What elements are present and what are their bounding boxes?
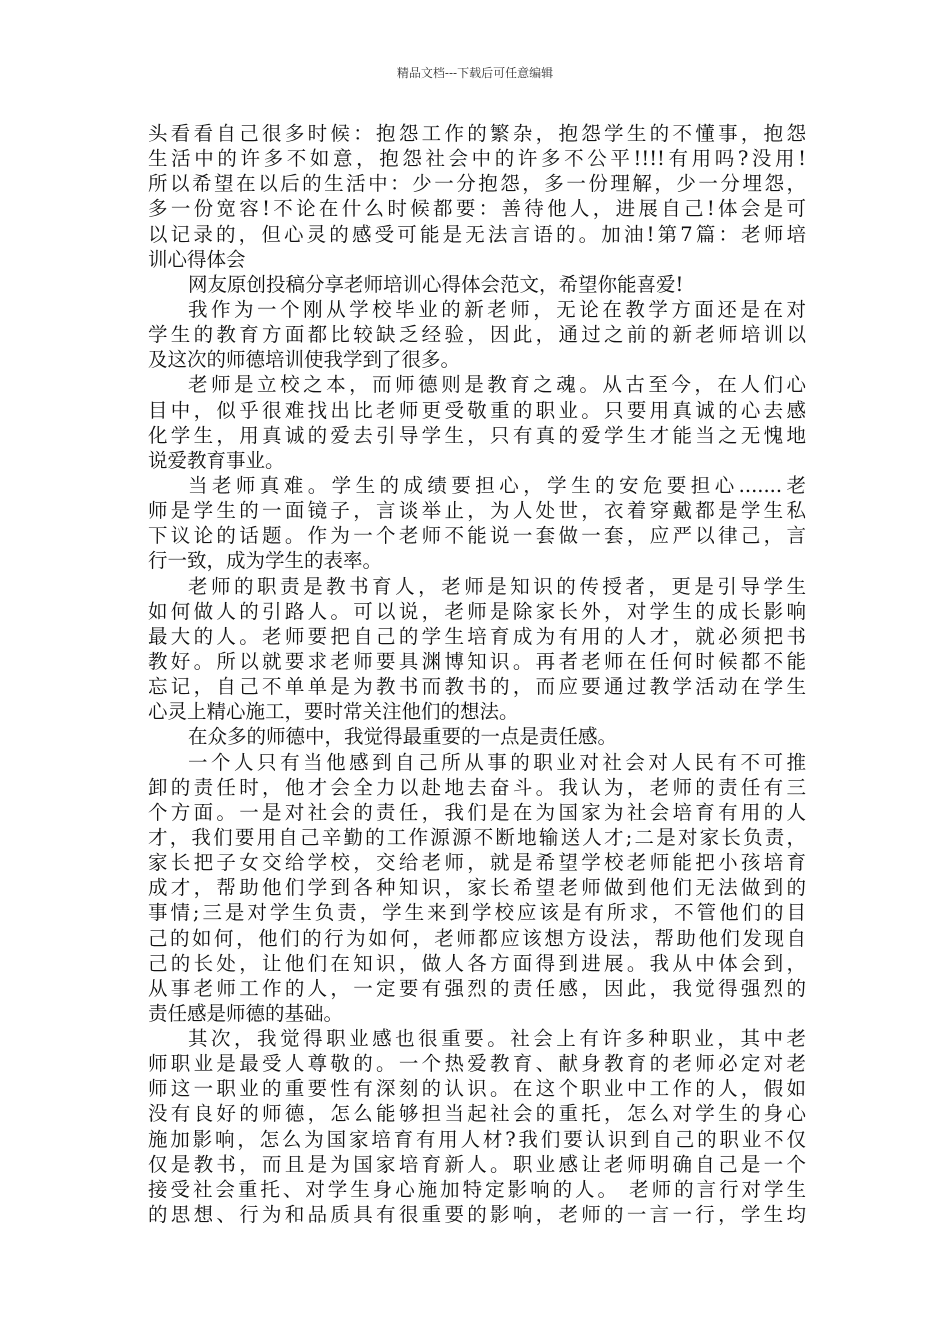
page-header: 精品文档---下载后可任意编辑 bbox=[396, 66, 554, 80]
text-line: 成才，帮助他们学到各种知识，家长希望老师做到他们无法做到的 bbox=[148, 876, 806, 900]
text-line: 的思想、行为和品质具有很重要的影响，老师的一言一行，学生均 bbox=[148, 1203, 806, 1227]
text-line: 在众多的师德中，我觉得最重要的一点是责任感。 bbox=[188, 725, 618, 749]
text-line: 仅是教书，而且是为国家培育新人。职业感让老师明确自己是一个 bbox=[148, 1152, 806, 1176]
text-line: 及这次的师德培训使我学到了很多。 bbox=[148, 348, 461, 372]
text-line: 目中，似乎很难找出比老师更受敬重的职业。只要用真诚的心去感 bbox=[148, 398, 806, 422]
text-line: 忘记，自己不单单是为教书而教书的，而应要通过教学活动在学生 bbox=[148, 675, 806, 699]
text-line: 师职业是最受人尊敬的。一个热爱教育、献身教育的老师必定对老 bbox=[148, 1052, 806, 1076]
text-line: 行一致，成为学生的表率。 bbox=[148, 549, 383, 573]
text-line: 当老师真难。学生的成绩要担心，学生的安危要担心.......老 bbox=[188, 473, 806, 497]
text-line: 从事老师工作的人，一定要有强烈的责任感，因此，我觉得强烈的 bbox=[148, 976, 806, 1000]
text-line: 己的如何，他们的行为如何，老师都应该想方设法，帮助他们发现自 bbox=[148, 926, 806, 950]
text-line: 头看看自己很多时候：抱怨工作的繁杂，抱怨学生的不懂事，抱怨 bbox=[148, 122, 806, 145]
text-line: 教好。所以就要求老师要具渊博知识。再者老师在任何时候都不能 bbox=[148, 649, 806, 673]
text-line: 如何做人的引路人。可以说，老师是除家长外，对学生的成长影响 bbox=[148, 599, 806, 623]
document-body bbox=[148, 121, 806, 1227]
text-line: 化学生，用真诚的爱去引导学生，只有真的爱学生才能当之无愧地 bbox=[148, 423, 806, 447]
text-line: 以记录的，但心灵的感受可能是无法言语的。加油!第7篇：老师培 bbox=[148, 222, 806, 246]
text-line: 其次，我觉得职业感也很重要。社会上有许多种职业，其中老 bbox=[188, 1027, 806, 1051]
text-line: 多一份宽容!不论在什么时候都要：善待他人，进展自己!体会是可 bbox=[148, 197, 806, 221]
text-line: 训心得体会 bbox=[148, 247, 246, 271]
text-line: 接受社会重托、对学生身心施加特定影响的人。 老师的言行对学生 bbox=[148, 1177, 806, 1201]
text-line: 学生的教育方面都比较缺乏经验，因此，通过之前的新老师培训以 bbox=[148, 323, 806, 347]
text-line: 个方面。一是对社会的责任，我们是在为国家为社会培育有用的人 bbox=[148, 800, 806, 824]
text-line: 网友原创投稿分享老师培训心得体会范文，希望你能喜爱! bbox=[188, 272, 684, 296]
text-line: 师这一职业的重要性有深刻的认识。在这个职业中工作的人，假如 bbox=[148, 1077, 806, 1101]
text-line: 我作为一个刚从学校毕业的新老师，无论在教学方面还是在对 bbox=[188, 297, 806, 321]
text-line: 老师的职责是教书育人，老师是知识的传授者，更是引导学生 bbox=[188, 574, 806, 598]
text-line: 老师是立校之本，而师德则是教育之魂。从古至今，在人们心 bbox=[188, 373, 806, 397]
text-line: 责任感是师德的基础。 bbox=[148, 1001, 344, 1025]
text-line: 施加影响，怎么为国家培育有用人材?我们要认识到自己的职业不仅 bbox=[148, 1127, 806, 1151]
text-line: 才，我们要用自己辛勤的工作源源不断地输送人才;二是对家长负责， bbox=[148, 825, 806, 849]
text-line: 心灵上精心施工，要时常关注他们的想法。 bbox=[148, 700, 519, 724]
text-line: 没有良好的师德，怎么能够担当起社会的重托，怎么对学生的身心 bbox=[148, 1102, 806, 1126]
text-line: 下议论的话题。作为一个老师不能说一套做一套，应严以律己，言 bbox=[148, 524, 806, 548]
text-line: 己的长处，让他们在知识，做人各方面得到进展。我从中体会到， bbox=[148, 951, 806, 975]
text-line: 师是学生的一面镜子，言谈举止，为人处世，衣着穿戴都是学生私 bbox=[148, 499, 806, 523]
text-line: 生活中的许多不如意，抱怨社会中的许多不公平!!!!有用吗?没用! bbox=[148, 147, 806, 171]
text-line: 一个人只有当他感到自己所从事的职业对社会对人民有不可推 bbox=[188, 750, 806, 774]
text-line: 家长把子女交给学校，交给老师，就是希望学校老师能把小孩培育 bbox=[148, 851, 806, 875]
text-line: 最大的人。老师要把自己的学生培育成为有用的人才，就必须把书 bbox=[148, 624, 806, 648]
text-line: 说爱教育事业。 bbox=[148, 448, 285, 472]
text-line: 卸的责任时，他才会全力以赴地去奋斗。我认为，老师的责任有三 bbox=[148, 775, 806, 799]
text-line: 事情;三是对学生负责，学生来到学校应该是有所求，不管他们的目 bbox=[148, 901, 806, 925]
text-line: 所以希望在以后的生活中：少一分抱怨，多一份理解，少一分埋怨， bbox=[148, 172, 806, 196]
